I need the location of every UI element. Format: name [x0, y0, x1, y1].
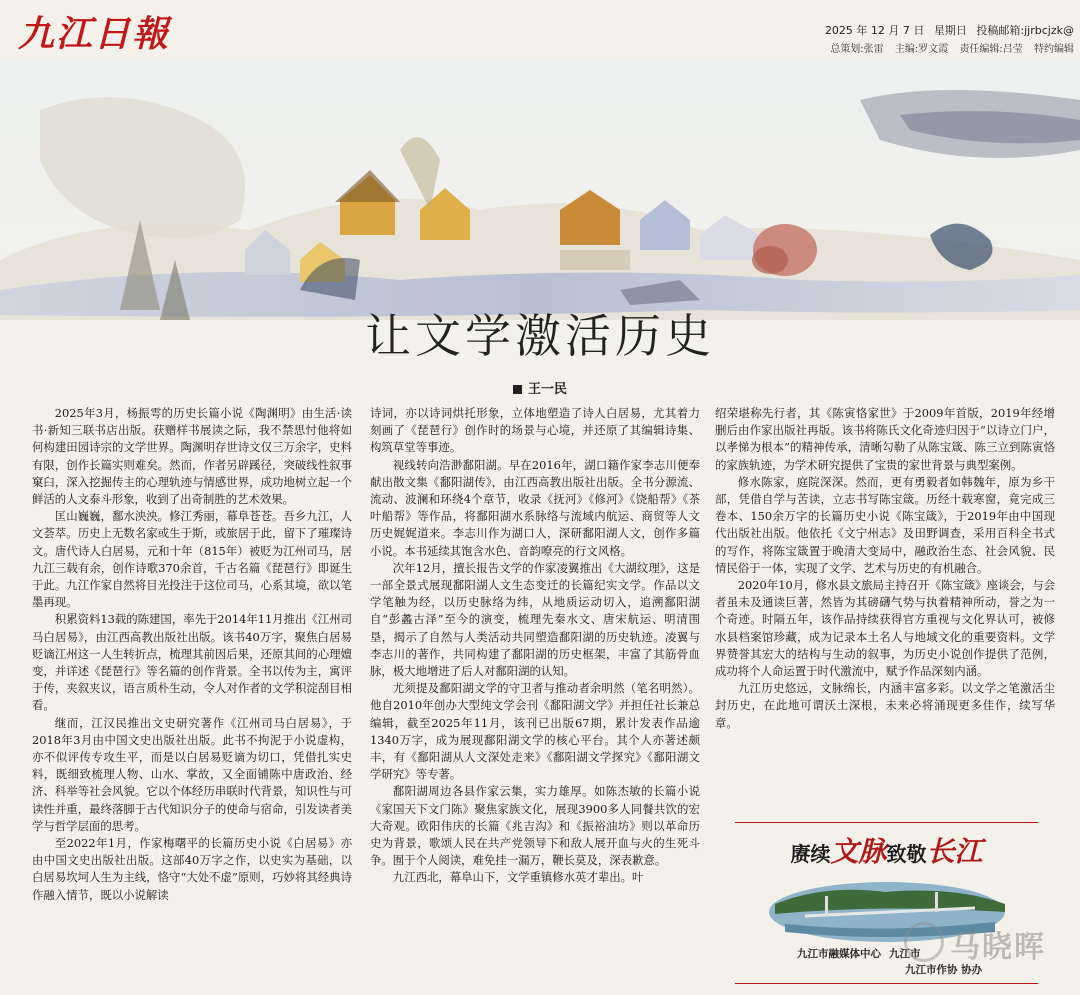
editorial-credits [822, 40, 1074, 55]
issue-info [819, 22, 1074, 38]
paragraph: 视线转向浩渺鄱阳湖。早在2016年，湖口籍作家李志川便奉献出散文集《鄱阳湖传》，由江西高教出版社出版。全书分源流、流动、波澜和环绕4个章节，收录《抚河》《修河》《饶船帮》《茶叶船帮》等作品，将鄱阳湖水系脉络与流域内航运、商贸等人文历史娓娓道来。李志川作为湖口人，深研鄱阳湖人文，创作多篇小说。本书延续其饱含水色、音韵嘹亮的行文风格。 [370, 457, 700, 558]
author-name: 王一民 [527, 382, 567, 397]
paper-logo: 九江日報 [18, 13, 171, 55]
paragraph: 匡山巍巍，鄱水泱泱。修江秀丽，幕阜苍苍。吾乡九江，人文荟萃。历史上无数名家或生于斯，或旅居于此，留下了璀璨诗文。唐代诗人白居易，元和十年（815年）被贬为江州司马，居九江三载有余，创作诗歌370余首，千古名篇《琵琶行》即诞生于此。九江作家自然将目光投注于这位司马，心系其境，欲以笔墨再现。 [32, 509, 352, 610]
issue-date: 2025 年 12 月 7 日 [824, 24, 925, 37]
org-writers-association: 九江市作协 [905, 964, 958, 976]
article-title: 让文学激活历史 [365, 309, 715, 363]
paragraph: 诗词，亦以诗词烘托形象，立体地塑造了诗人白居易，尤其着力刻画了《琵琶行》创作时的场景与心境，并还原了其编辑诗集、构筑草堂等事迹。 [370, 406, 700, 455]
org-suffix: 协办 [961, 964, 983, 976]
watermark: 马晓晖 [950, 930, 1046, 965]
article-column-2 [370, 405, 700, 990]
article-column-1 [32, 405, 352, 990]
promo-title-highlight1: 文脉 [830, 835, 887, 868]
watermark-logo-icon [904, 922, 944, 962]
promo-title [735, 830, 1038, 870]
paragraph: 2025年3月，杨振雩的历史长篇小说《陶渊明》由生活·读书·新知三联书店出版。获赠样书展读之际，我不禁思忖他将如何构建田园诗宗的文学世界。陶渊明存世诗文仅三万余字，史料有限，创作长篇实则难矣。然而，作者另辟蹊径，突破线性叙事窠臼，深入挖掘传主的心理轨迹与情感世界，成功地树立起一个鲜活的人文泰斗形象，收到了出奇制胜的艺术效果。 [32, 406, 352, 507]
submission-email[interactable]: 投稿邮箱:jjrbcjzk@ [976, 24, 1074, 37]
paragraph: 次年12月，擅长报告文学的作家凌翼推出《大湖纹理》，这是一部全景式展现鄱阳湖人文生态变迁的长篇纪实文学。作品以文学笔触为经，以历史脉络为纬，从地质运动切入，追溯鄱阳湖自“彭蠡古泽”至今的演变，梳理先秦水文、唐宋航运、明清围垦，揭示了自然与人类活动共同塑造鄱阳湖的历史轨迹。凌翼与李志川的著作，共同构建了鄱阳湖的历史框架，丰富了其筋骨血脉，极大地增进了后人对鄱阳湖的认知。 [370, 560, 700, 679]
org-media-center: 九江市融媒体中心 [797, 948, 881, 960]
issue-weekday: 星期日 [933, 24, 967, 37]
paragraph: 至2022年1月，作家梅曙平的长篇历史小说《白居易》亦由中国文史出版社出版。这部40万字之作，以史实为基础，以白居易坎坷人生为主线，恪守“大处不虚”原则，巧妙将其经典诗作融入情节，既以小说解读 [32, 836, 352, 902]
paragraph: 九江历史悠远，文脉绵长，内涵丰富多彩。以文学之笔激活尘封历史，在此地可谓沃土深根，未来必将涌现更多佳作，续写华章。 [715, 681, 1055, 730]
paragraph: 尤须提及鄱阳湖文学的守卫者与推动者余明然（笔名明然）。他自2010年创办大型纯文学会刊《鄱阳湖文学》并担任社长兼总编辑，截至2025年11月，该刊已出版67期，累计发表作品逾1340万字，成为展现鄱阳湖文学的核心平台。其个人亦著述颇丰，有《鄱阳湖从人文深处走来》《鄱阳湖文学探究》《鄱阳湖文学研究》等专著。 [370, 681, 700, 782]
duty-editor: 责任编辑:吕莹 [959, 44, 1023, 55]
paragraph: 继而，江汉民推出文史研究著作《江州司马白居易》，于2018年3月由中国文史出版社出版。此书不拘泥于小说虚构，亦不似评传专攻生平，而是以白居易贬谪为切口，凭借扎实史料，既细致梳理人物、山水、掌故，又全面铺陈中唐政治、经济、科举等社会风貌。它以个体经历串联时代背景，知识性与可读性并重，最终落脚于古代知识分子的使命与宿命，引发读者美学与哲学层面的思考。 [32, 715, 352, 833]
paragraph: 积累资料13载的陈建国，率先于2014年11月推出《江州司马白居易》，由江西高教出版社出版。该书40万字，聚焦白居易贬谪江州这一人生转折点，梳理其前因后果，还原其间的心理嬗变，并详述《琵琶行》等名篇的创作背景。全书以传为主，寓评于传，夹叙夹议，语言质朴生动，令人对作者的文学积淀刮目相看。 [32, 612, 352, 713]
byline-marker [513, 385, 522, 394]
special-editor: 特约编辑 [1034, 44, 1074, 55]
paragraph: 绍荣堪称先行者，其《陈寅恪家世》于2009年首版，2019年经增删后由作家出版社再版。该书将陈氏文化奇迹归因于“以诗立门户，以孝悌为根本”的精神传承，清晰勾勒了从陈宝箴、陈三立到陈寅恪的家族轨迹，为学术研究提供了宝贵的家世背景与典型案例。 [715, 406, 1055, 472]
article-column-3 [715, 405, 1055, 730]
paragraph: 2020年10月，修水县文旅局主持召开《陈宝箴》座谈会，与会者虽未及通读巨著，然皆为其磅礴气势与执着精神所动，誉之为一个奇迹。时隔五年，该作品持续获得官方重视与文化界认可，被修水县档案馆珍藏，成为记录本土名人与地域文化的重要资料。文学界赞誉其宏大的结构与生动的叙事，为历史小说创作提供了范例，成功将个人命运置于时代激流中，赋予作品深刻内涵。 [715, 578, 1055, 679]
org-second: 九江市 [889, 948, 921, 960]
masthead [0, 0, 1080, 61]
promo-title-part2: 致敬 [886, 842, 927, 866]
promo-title-highlight2: 长江 [926, 835, 983, 868]
chief-planner: 总策划:张雷 [830, 44, 884, 55]
paragraph: 修水陈家，庭院深深。然而，更有勇毅者如韩魏年，原为乡干部，凭借自学与苦读，立志书写陈宝箴。历经十载寒窗，竟完成三卷本、150余万字的长篇历史小说《陈宝箴》，于2019年由中国现代出版社出版。他依托《文宁州志》及田野调查，采用百科全书式的写作，将陈宝箴置于晚清大变局中，融政治生态、社会风貌、民情民俗于一体，实现了文学、艺术与历史的有机融合。 [715, 474, 1055, 575]
chief-editor: 主编:罗文霞 [894, 44, 949, 55]
byline [0, 378, 1080, 397]
promo-title-part1: 赓续 [790, 842, 831, 866]
paragraph: 鄱阳湖周边各县作家云集，实力雄厚。如陈杰敏的长篇小说《家国天下文门陈》聚焦家族文化，展现3900多人同餐共饮的宏大奇观。欧阳伟庆的长篇《兆吉沟》和《振裕油坊》则以革命历史为背景，歌颂人民在共产党领导下和敌人展开血与火的生死斗争。囿于个人阅读，难免挂一漏万，鞭长莫及，深表歉意。 [370, 784, 700, 868]
paragraph: 九江西北，幕阜山下，文学重镇修水英才辈出。叶 [392, 870, 644, 885]
